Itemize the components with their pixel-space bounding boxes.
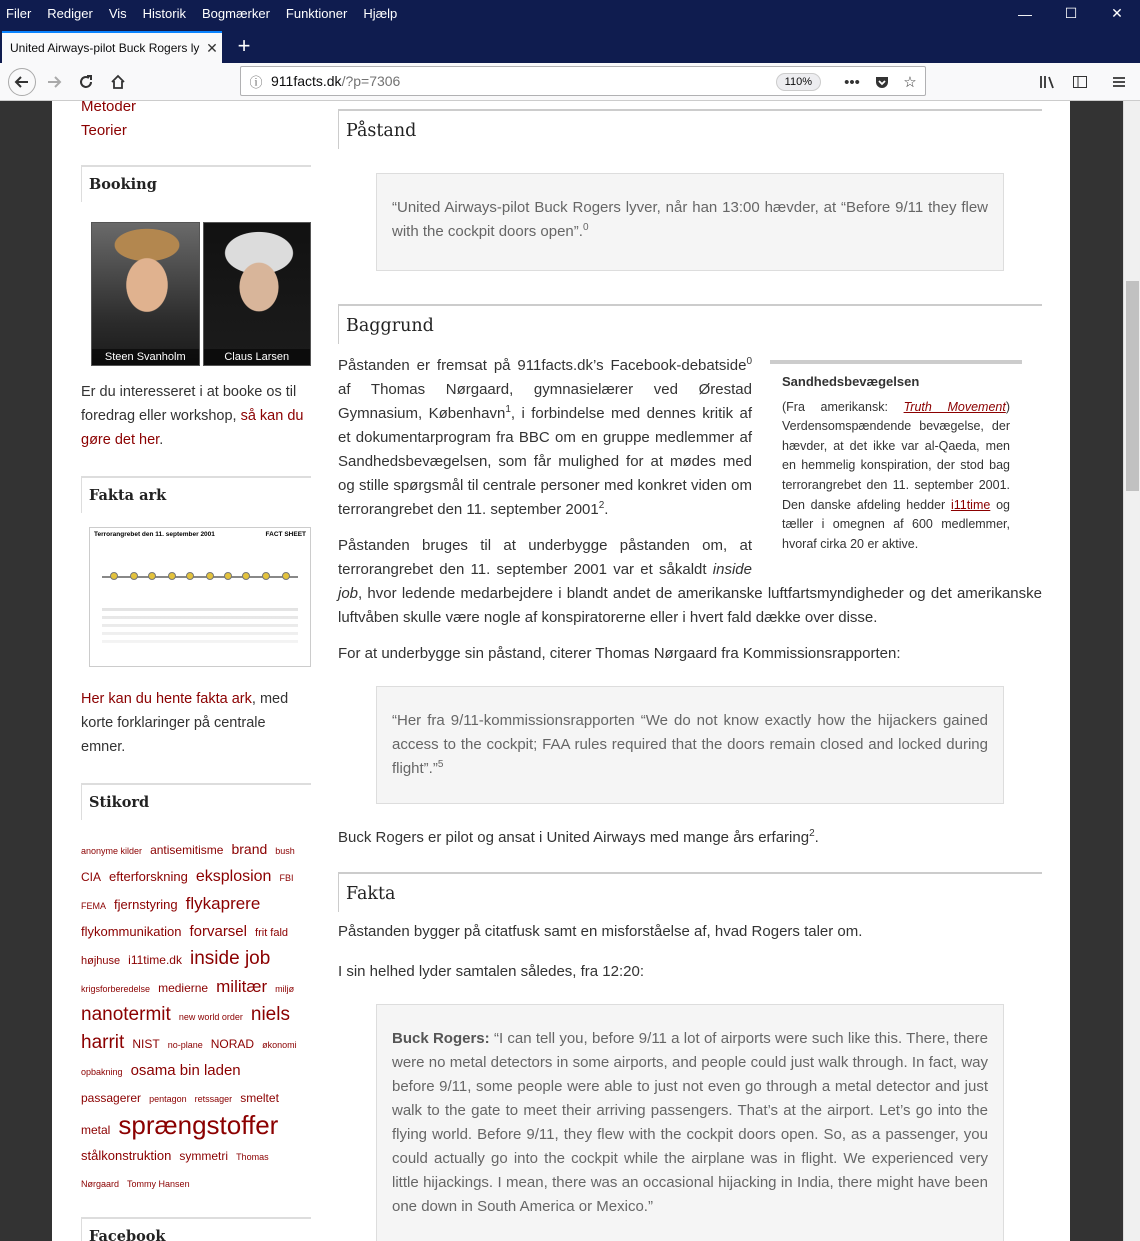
tag-link[interactable]: symmetri (179, 1149, 229, 1163)
tag-link[interactable]: Thomas (236, 1152, 269, 1162)
section-title-fakta: Fakta (338, 872, 1042, 912)
fakta-text: Her kan du hente fakta ark, med korte forklaringer på centrale emner. (81, 691, 289, 755)
paragraph-4: Buck Rogers er pilot og ansat i United Airways med mange års erfaring$^2$. (338, 828, 819, 846)
tag-link[interactable]: smeltet (240, 1091, 279, 1105)
photo-steen (91, 222, 200, 366)
tag-link[interactable]: brand (231, 841, 268, 857)
menu-hjaelp[interactable]: Hjælp (363, 6, 398, 21)
hamburger-menu-icon[interactable] (1105, 68, 1133, 96)
zoom-indicator[interactable]: 110% (776, 73, 821, 91)
tag-link[interactable]: højhuse (81, 955, 121, 967)
tag-cloud (81, 836, 311, 1197)
sidebar-link-teorier[interactable]: Teorier (81, 122, 127, 139)
nav-bar (0, 63, 1140, 101)
fact-sheet-label: FACT SHEET (265, 531, 306, 538)
paragraph-3: For at underbygge sin påstand, citerer Thomas Nørgaard fra Kommissionsrapporten: (338, 645, 901, 662)
booking-link[interactable]: så kan du gøre det her (81, 408, 304, 448)
tag-link[interactable]: sprængstoffer (118, 1110, 279, 1140)
menu-bar (6, 0, 413, 27)
sidebar-link-metoder[interactable]: Metoder (81, 101, 137, 115)
fakta-title: Fakta ark (81, 476, 311, 513)
menu-funktioner[interactable]: Funktioner (285, 6, 348, 21)
tag-link[interactable]: inside job (190, 948, 271, 969)
tag-link[interactable]: økonomi (262, 1040, 297, 1050)
infobox-title: Sandhedsbevægelsen (782, 374, 920, 389)
pastand-quote: “United Airways-pilot Buck Rogers lyver, når han 13:00 hævder, at “Before 9/11 they flew with the cockpit doors open”.$^0$ (376, 173, 1004, 271)
tag-link[interactable]: pentagon (149, 1094, 187, 1104)
tag-link[interactable]: fjernstyring (114, 897, 178, 912)
tag-link[interactable]: CIA (81, 870, 102, 884)
home-icon[interactable] (104, 68, 132, 96)
tag-link[interactable]: frit fald (255, 927, 289, 939)
info-icon[interactable]: ⓘ (249, 74, 263, 90)
photo-caption-steen: Steen Svanholm (92, 349, 199, 365)
close-window-button[interactable]: ✕ (1111, 5, 1123, 21)
maximize-button[interactable]: ☐ (1064, 5, 1078, 21)
title-bar (0, 0, 1140, 27)
fact-sheet-title: Terrorangrebet den 11. september 2001 (94, 531, 215, 538)
tag-link[interactable]: efterforskning (109, 869, 188, 884)
fact-sheet-thumbnail[interactable] (89, 527, 311, 667)
url-bar[interactable] (240, 66, 926, 96)
paragraph-1: Påstanden er fremsat på 911facts.dk’s Facebook-debatside$^0$ af Thomas Nørgaard, gymnasielærer ved Ørestad Gymnasium, København$^1$, i forbindelse med dennes kritik af et dokumentarprogram fra BBC om en gruppe medlemmer af Sandhedsbevægelsen, som får mulighed for at mødes med og stille spørgsmål til centrale personer med konkret viden om terrorangrebet den 11. september 2001$^2$. (338, 356, 752, 518)
page-viewport (0, 101, 1140, 1241)
sidebar-toggle-icon[interactable] (1066, 68, 1094, 96)
infobox-i11time-link[interactable]: i11time (950, 497, 991, 512)
tab-bar (0, 27, 1140, 63)
tag-link[interactable]: eksplosion (195, 868, 272, 885)
booking-text: Er du interesseret i at booke os til foredrag eller workshop, så kan du gøre det her. (81, 384, 304, 448)
tag-link[interactable]: no-plane (167, 1040, 203, 1050)
quote-speaker: Buck Rogers: (392, 1030, 490, 1047)
pocket-icon[interactable] (871, 71, 893, 93)
booking-photos (91, 222, 311, 366)
fakta-link[interactable]: Her kan du hente fakta ark (81, 691, 252, 707)
paragraph-6: I sin helhed lyder samtalen således, fra 12:20: (338, 963, 645, 980)
tag-link[interactable]: opbakning (81, 1067, 123, 1077)
library-icon[interactable] (1034, 68, 1062, 96)
facebook-title: Facebook (81, 1217, 311, 1241)
menu-vis[interactable]: Vis (108, 6, 127, 21)
tag-link[interactable]: NIST (132, 1037, 160, 1051)
minimize-button[interactable]: — (1018, 5, 1032, 22)
tag-link[interactable]: antisemitisme (150, 843, 224, 857)
url-host: 911facts.dk (271, 73, 342, 89)
tag-link[interactable]: nanotermit (81, 1004, 171, 1025)
photo-caption-claus: Claus Larsen (204, 349, 311, 365)
tag-link[interactable]: new world order (178, 1012, 243, 1022)
tag-link[interactable]: i11time.dk (128, 953, 182, 967)
more-actions-icon[interactable]: ••• (844, 73, 860, 91)
tag-link[interactable]: FBI (279, 873, 294, 883)
scrollbar-thumb[interactable] (1126, 281, 1139, 491)
commission-quote: “Her fra 9/11-kommissionsrapporten “We do not know exactly how the hijackers gained access to the cockpit; FAA rules required that the doors remain closed and locked during flight”.”$^5$ (376, 686, 1004, 804)
menu-rediger[interactable]: Rediger (47, 6, 93, 21)
tag-link[interactable]: FEMA (81, 901, 107, 911)
tag-link[interactable]: anonyme kilder (81, 846, 143, 856)
reload-icon[interactable] (72, 68, 100, 96)
paragraph-2: Påstanden bruges til at underbygge påstanden om, at terrorangrebet den 11. september 2001 var et såkaldt inside job, hvor ledende medarbejdere i blandt andet de amerikanske luftfartsmyndigheder og det amerikanske luftvåben skulle være nogle af konspiratorerne eller i hvert fald dække over disse. (338, 537, 1042, 626)
paragraph-5: Påstanden bygger på citatfusk samt en misforståelse af, hvad Rogers taler om. (338, 923, 863, 940)
tag-link[interactable]: bush (275, 846, 295, 856)
tag-link[interactable]: osama bin laden (130, 1062, 241, 1079)
tag-link[interactable]: passagerer (81, 1091, 142, 1105)
article (338, 101, 1042, 1241)
tag-link[interactable]: flykommunikation (81, 924, 182, 939)
tag-link[interactable]: metal (81, 1123, 111, 1137)
url-path: /?p=7306 (341, 73, 401, 89)
tag-link[interactable]: harrit (81, 1032, 125, 1053)
sidebar (81, 101, 311, 1241)
tag-link[interactable]: Nørgaard (81, 1179, 120, 1189)
tag-link[interactable]: stålkonstruktion (81, 1148, 172, 1163)
scrollbar[interactable] (1123, 101, 1140, 1241)
photo-claus (203, 222, 312, 366)
booking-title: Booking (81, 165, 311, 202)
infobox-term: Truth Movement (903, 399, 1006, 414)
section-title-baggrund: Baggrund (338, 304, 1042, 344)
tab-active[interactable] (2, 31, 222, 63)
tag-link[interactable]: Tommy Hansen (127, 1179, 190, 1189)
tag-link[interactable]: militær (216, 977, 268, 996)
section-title-pastand: Påstand (338, 109, 1042, 149)
stikord-title: Stikord (81, 783, 311, 820)
new-tab-button[interactable]: + (237, 33, 251, 58)
forward-icon[interactable] (40, 68, 68, 96)
tag-link[interactable]: niels (250, 1004, 290, 1025)
page (52, 101, 1070, 1241)
tab-close-icon[interactable]: ✕ (206, 39, 218, 56)
bookmark-star-icon[interactable]: ☆ (903, 74, 917, 91)
rogers-quote: Buck Rogers: “I can tell you, before 9/11 a lot of airports were such like this. There, there were no metal detectors in some airports, and people could just walk through. In fact, way before 9/11, some people were able to just not even go through a metal detector and just walk to the gate to meet their arriving passengers. That’s at the airport. Let’s go into the flying world. Before 9/11, they flew with the cockpit doors open. So, as a passenger, you could actually go into the cockpit while the airplane was in flight. We experienced very little hijackings. I mean, there was an occasional hijacking in India, there might have been one down in South America or Mexico.” (376, 1004, 1004, 1241)
tag-link[interactable]: medierne (158, 981, 209, 995)
tag-link[interactable]: miljø (275, 984, 295, 994)
back-icon[interactable] (8, 68, 36, 96)
tab-title: United Airways-pilot Buck Rogers ly (10, 41, 200, 55)
menu-historik[interactable]: Historik (142, 6, 186, 21)
menu-bogmaerker[interactable]: Bogmærker (201, 6, 270, 21)
tag-link[interactable]: forvarsel (189, 923, 247, 940)
tag-link[interactable]: krigsforberedelse (81, 984, 151, 994)
tag-link[interactable]: NORAD (210, 1037, 255, 1051)
tag-link[interactable]: flykaprere (185, 894, 261, 913)
tag-link[interactable]: retssager (194, 1094, 233, 1104)
menu-filer[interactable]: Filer (6, 6, 32, 21)
infobox-sandhedsbevaegelsen: Sandhedsbevægelsen (Fra amerikansk: Truth Movement) Verdensomspændende bevægelse, der hævder, at det ikke var al-Qaeda, men en hemmelig konspiration, der stod bag terrorangrebet den 11. september 2001. Den danske afdeling hedder i11time og tæller i omegnen af 600 medlemmer, hvoraf cirka 20 er aktive. (770, 360, 1022, 554)
